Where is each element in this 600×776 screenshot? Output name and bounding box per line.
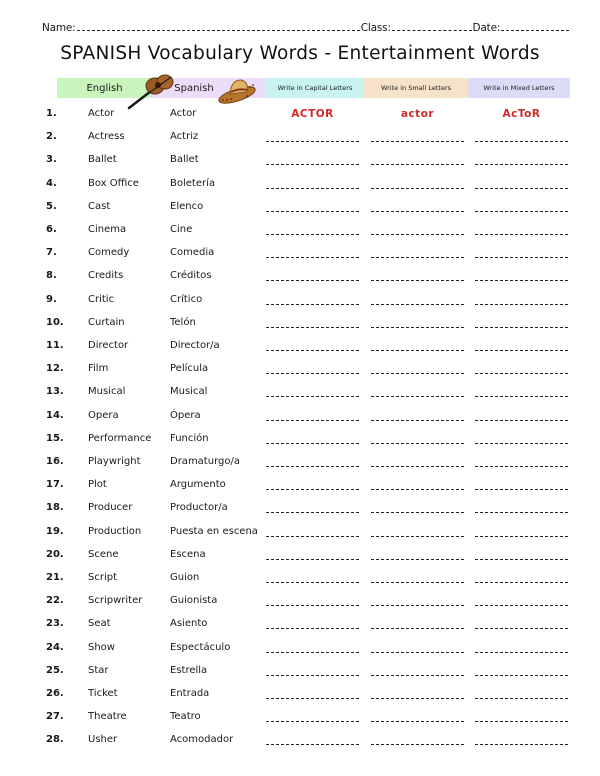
english-word: Curtain [88,316,125,328]
english-word: Playwright [88,456,141,467]
english-word: Film [88,363,109,375]
mixed-letters-blank[interactable] [475,373,568,374]
small-letters-blank[interactable] [371,652,464,653]
small-letters-blank[interactable] [371,304,464,305]
spanish-word: Crítico [170,293,203,305]
row-number: 19. [46,525,64,537]
name-label: Name: [42,22,76,34]
row-number: 20. [46,548,64,560]
small-letters-blank[interactable] [371,536,464,537]
row-number: 27. [46,711,64,723]
capital-letters-blank[interactable] [266,466,359,467]
small-letters-blank[interactable] [371,443,464,444]
capital-letters-blank[interactable] [266,628,359,629]
column-mixed: Write in Mixed Letters [468,78,570,98]
english-word: Scene [88,548,119,560]
mixed-letters-blank[interactable] [475,396,568,397]
english-word: Performance [88,432,152,444]
sombrero-icon [217,74,259,104]
spanish-word: Ópera [170,409,201,421]
small-letters-blank[interactable] [371,327,464,328]
spanish-word: Dramaturgo/a [170,456,240,467]
english-word: Seat [88,618,111,630]
spanish-word: Guion [170,572,200,583]
spanish-word: Escena [170,548,206,560]
row-number: 24. [46,641,64,653]
spanish-word: Entrada [170,688,210,699]
small-letters-blank[interactable] [371,559,464,560]
capital-letters-blank[interactable] [266,188,359,189]
row-number: 1. [46,108,57,119]
row-number: 25. [46,664,64,676]
class-field[interactable] [392,22,472,31]
small-letters-blank[interactable] [371,420,464,421]
capital-letters-blank[interactable] [266,605,359,606]
student-info-line [42,22,570,36]
capital-letters-blank[interactable] [266,721,359,722]
date-label: Date: [472,22,501,34]
spanish-word: Director/a [170,340,220,351]
small-letters-blank[interactable] [371,188,464,189]
spanish-word: Teatro [170,711,201,723]
small-letters-blank[interactable] [371,257,464,258]
spanish-word: Espectáculo [170,641,231,653]
vocabulary-row [0,567,600,589]
capital-letters-blank[interactable] [266,652,359,653]
english-word: Script [88,572,118,583]
spanish-word: Musical [170,386,208,398]
row-number: 28. [46,734,64,746]
small-letters-blank[interactable] [371,466,464,467]
small-letters-blank[interactable] [371,721,464,722]
capital-letters-blank[interactable] [266,744,359,745]
row-number: 14. [46,409,64,421]
name-field[interactable] [77,22,360,31]
capital-letters-blank[interactable] [266,582,359,583]
row-number: 16. [46,456,64,467]
english-word: Cast [88,200,111,212]
capital-letters-blank[interactable] [266,489,359,490]
capital-letters-blank[interactable] [266,257,359,258]
english-word: Show [88,641,115,653]
small-letters-blank[interactable] [371,698,464,699]
mixed-letters-blank[interactable] [475,744,568,745]
vocabulary-row [0,335,600,357]
capital-letters-blank[interactable] [266,443,359,444]
vocabulary-row [0,660,600,682]
small-letters-blank[interactable] [371,164,464,165]
vocabulary-row [0,126,600,148]
vocabulary-row [0,242,600,264]
example-mixed: AcToR [502,108,541,120]
english-word: Actress [88,131,125,143]
row-number: 6. [46,224,57,235]
mixed-letters-blank[interactable] [475,420,568,421]
small-letters-blank[interactable] [371,512,464,513]
spanish-word: Actor [170,108,197,119]
small-letters-blank[interactable] [371,675,464,676]
spanish-word: Acomodador [170,734,234,746]
spanish-word: Elenco [170,200,204,212]
row-number: 22. [46,595,64,607]
capital-letters-blank[interactable] [266,559,359,560]
mixed-letters-blank[interactable] [475,188,568,189]
vocabulary-row [0,451,600,473]
row-number: 5. [46,200,57,212]
mixed-letters-blank[interactable] [475,698,568,699]
spanish-word: Créditos [170,270,212,282]
capital-letters-blank[interactable] [266,164,359,165]
mixed-letters-blank[interactable] [475,652,568,653]
small-letters-blank[interactable] [371,396,464,397]
mixed-letters-blank[interactable] [475,605,568,606]
english-word: Scripwriter [88,595,143,607]
row-number: 11. [46,340,64,351]
vocabulary-row [0,149,600,171]
english-word: Usher [88,734,118,746]
vocabulary-row [0,729,600,751]
vocabulary-row [0,312,600,334]
spanish-word: Función [170,432,209,444]
vocabulary-row [0,103,600,125]
english-word: Ballet [88,154,117,166]
vocabulary-row [0,173,600,195]
example-capital: ACTOR [291,108,334,120]
column-english: English [57,78,152,98]
capital-letters-blank[interactable] [266,304,359,305]
english-word: Ticket [88,688,118,699]
spanish-word: Puesta en escena [170,525,258,537]
vocabulary-row [0,289,600,311]
capital-letters-blank[interactable] [266,512,359,513]
mixed-letters-blank[interactable] [475,304,568,305]
spanish-word: Comedia [170,247,215,259]
vocabulary-row [0,405,600,427]
small-letters-blank[interactable] [371,582,464,583]
mixed-letters-blank[interactable] [475,280,568,281]
page-title: SPANISH Vocabulary Words - Entertainment Words [60,43,540,64]
mixed-letters-blank[interactable] [475,327,568,328]
mixed-letters-blank[interactable] [475,350,568,351]
spanish-word: Telón [170,316,196,328]
capital-letters-blank[interactable] [266,373,359,374]
spanish-word: Estrella [170,664,208,676]
capital-letters-blank[interactable] [266,396,359,397]
small-letters-blank[interactable] [371,605,464,606]
row-number: 2. [46,131,57,143]
capital-letters-blank[interactable] [266,211,359,212]
vocabulary-row [0,590,600,612]
capital-letters-blank[interactable] [266,420,359,421]
row-number: 23. [46,618,64,630]
vocabulary-row [0,196,600,218]
capital-letters-blank[interactable] [266,280,359,281]
english-word: Star [88,664,109,676]
mixed-letters-blank[interactable] [475,234,568,235]
english-word: Production [88,525,142,537]
english-word: Opera [88,409,119,421]
small-letters-blank[interactable] [371,280,464,281]
spanish-word: Cine [170,224,193,235]
row-number: 26. [46,688,64,699]
mixed-letters-blank[interactable] [475,675,568,676]
mixed-letters-blank[interactable] [475,628,568,629]
row-number: 21. [46,572,64,583]
class-label: Class: [360,22,391,34]
vocabulary-row [0,613,600,635]
vocabulary-row [0,474,600,496]
capital-letters-blank[interactable] [266,327,359,328]
english-word: Credits [88,270,124,282]
small-letters-blank[interactable] [371,373,464,374]
spanish-word: Película [170,363,209,375]
row-number: 18. [46,502,64,514]
english-word: Producer [88,502,133,514]
mixed-letters-blank[interactable] [475,721,568,722]
mixed-letters-blank[interactable] [475,582,568,583]
small-letters-blank[interactable] [371,234,464,235]
english-word: Box Office [88,177,139,189]
mixed-letters-blank[interactable] [475,257,568,258]
vocabulary-row [0,428,600,450]
small-letters-blank[interactable] [371,628,464,629]
vocabulary-row [0,521,600,543]
capital-letters-blank[interactable] [266,350,359,351]
column-small: Write in Small Letters [364,78,468,98]
mixed-letters-blank[interactable] [475,559,568,560]
english-word: Comedy [88,247,130,259]
row-number: 7. [46,247,57,259]
column-spanish: Spanish [152,78,266,98]
vocabulary-row [0,358,600,380]
vocabulary-row [0,265,600,287]
english-word: Theatre [88,711,127,723]
capital-letters-blank[interactable] [266,698,359,699]
mixed-letters-blank[interactable] [475,466,568,467]
row-number: 10. [46,316,64,328]
vocabulary-row [0,706,600,728]
row-number: 4. [46,177,57,189]
spanish-word: Argumento [170,479,226,491]
date-field[interactable] [501,22,569,31]
english-word: Actor [88,108,115,119]
vocabulary-row [0,637,600,659]
example-small: actor [400,108,435,120]
vocabulary-row [0,219,600,241]
capital-letters-blank[interactable] [266,141,359,142]
mixed-letters-blank[interactable] [475,211,568,212]
vocabulary-row [0,544,600,566]
vocabulary-row [0,381,600,403]
small-letters-blank[interactable] [371,350,464,351]
row-number: 9. [46,293,57,305]
mixed-letters-blank[interactable] [475,443,568,444]
mixed-letters-blank[interactable] [475,536,568,537]
small-letters-blank[interactable] [371,211,464,212]
english-word: Cinema [88,224,127,235]
column-capital: Write in Capital Letters [266,78,364,98]
row-number: 8. [46,270,57,282]
row-number: 15. [46,432,64,444]
english-word: Director [88,340,129,351]
vocabulary-row [0,683,600,705]
mixed-letters-blank[interactable] [475,141,568,142]
mixed-letters-blank[interactable] [475,489,568,490]
small-letters-blank[interactable] [371,141,464,142]
capital-letters-blank[interactable] [266,234,359,235]
capital-letters-blank[interactable] [266,536,359,537]
vocabulary-row [0,497,600,519]
spanish-word: Ballet [170,154,199,166]
row-number: 17. [46,479,64,491]
spanish-word: Productor/a [170,502,228,514]
small-letters-blank[interactable] [371,489,464,490]
english-word: Plot [88,479,107,491]
spanish-word: Asiento [170,618,208,630]
spanish-word: Boletería [170,177,215,189]
row-number: 12. [46,363,64,375]
row-number: 3. [46,154,57,166]
mixed-letters-blank[interactable] [475,512,568,513]
small-letters-blank[interactable] [371,744,464,745]
english-word: Musical [88,386,126,398]
mixed-letters-blank[interactable] [475,164,568,165]
row-number: 13. [46,386,64,398]
spanish-word: Actriz [170,131,199,143]
spanish-word: Guionista [170,595,218,607]
english-word: Critic [88,293,115,305]
capital-letters-blank[interactable] [266,675,359,676]
